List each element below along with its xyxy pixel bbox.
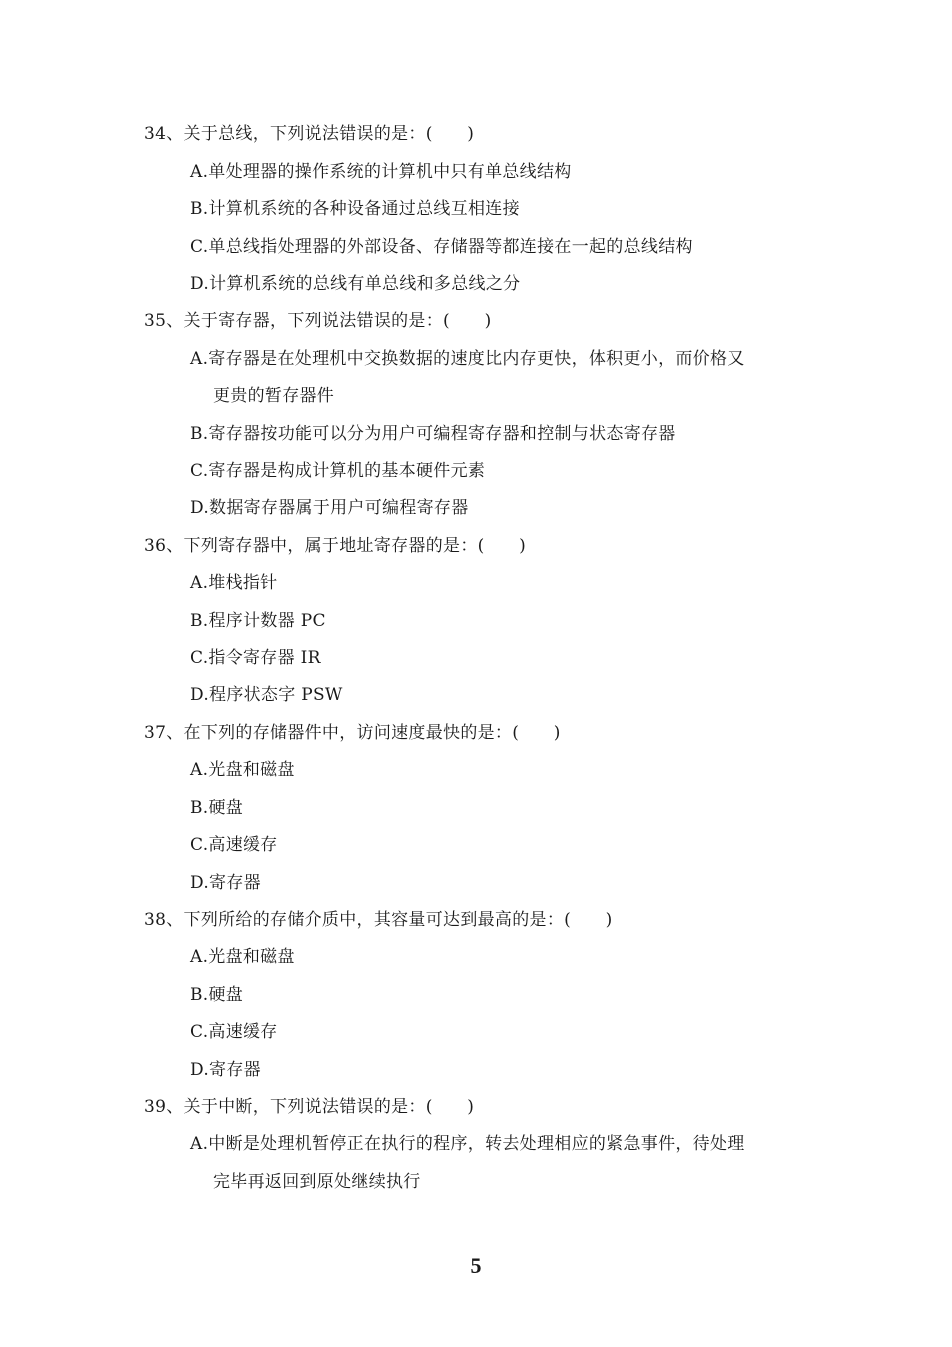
question-39-option-a: A.中断是处理机暂停正在执行的程序，转去处理相应的紧急事件，待处理 — [190, 1134, 745, 1154]
question-34-option-d: D.计算机系统的总线有单总线和多总线之分 — [190, 274, 521, 294]
question-39-option-a-continued: 完毕再返回到原处继续执行 — [213, 1172, 421, 1192]
page-number: 5 — [470, 1253, 482, 1278]
question-34-option-b: B.计算机系统的各种设备通过总线互相连接 — [190, 199, 520, 219]
question-34-stem: 34、关于总线，下列说法错误的是：( ) — [144, 124, 475, 144]
question-35-option-c: C.寄存器是构成计算机的基本硬件元素 — [190, 461, 486, 481]
question-35-option-d: D.数据寄存器属于用户可编程寄存器 — [190, 498, 469, 518]
question-37-option-c: C.高速缓存 — [190, 835, 278, 855]
question-35-option-b: B.寄存器按功能可以分为用户可编程寄存器和控制与状态寄存器 — [190, 424, 676, 444]
question-37-option-d: D.寄存器 — [190, 873, 261, 893]
question-38-option-d: D.寄存器 — [190, 1060, 261, 1080]
question-36-option-c: C.指令寄存器 IR — [190, 648, 321, 668]
question-38-stem: 38、下列所给的存储介质中，其容量可达到最高的是：( ) — [144, 910, 613, 930]
question-34-option-a: A.单处理器的操作系统的计算机中只有单总线结构 — [190, 162, 572, 182]
question-35-option-a-continued: 更贵的暂存器件 — [213, 386, 335, 406]
question-35-stem: 35、关于寄存器，下列说法错误的是：( ) — [144, 311, 492, 331]
question-37-stem: 37、在下列的存储器件中，访问速度最快的是：( ) — [144, 723, 561, 743]
question-35-option-a: A.寄存器是在处理机中交换数据的速度比内存更快，体积更小，而价格又 — [190, 349, 745, 369]
question-38-option-c: C.高速缓存 — [190, 1022, 278, 1042]
question-34-option-c: C.单总线指处理器的外部设备、存储器等都连接在一起的总线结构 — [190, 237, 693, 257]
question-38-option-b: B.硬盘 — [190, 985, 244, 1005]
question-36-option-a: A.堆栈指针 — [190, 573, 278, 593]
question-37-option-b: B.硬盘 — [190, 798, 244, 818]
question-36-stem: 36、下列寄存器中，属于地址寄存器的是：( ) — [144, 536, 527, 556]
question-36-option-b: B.程序计数器 PC — [190, 611, 326, 631]
question-36-option-d: D.程序状态字 PSW — [190, 685, 343, 705]
question-38-option-a: A.光盘和磁盘 — [190, 947, 295, 967]
question-37-option-a: A.光盘和磁盘 — [190, 760, 295, 780]
question-39-stem: 39、关于中断，下列说法错误的是：( ) — [144, 1097, 475, 1117]
